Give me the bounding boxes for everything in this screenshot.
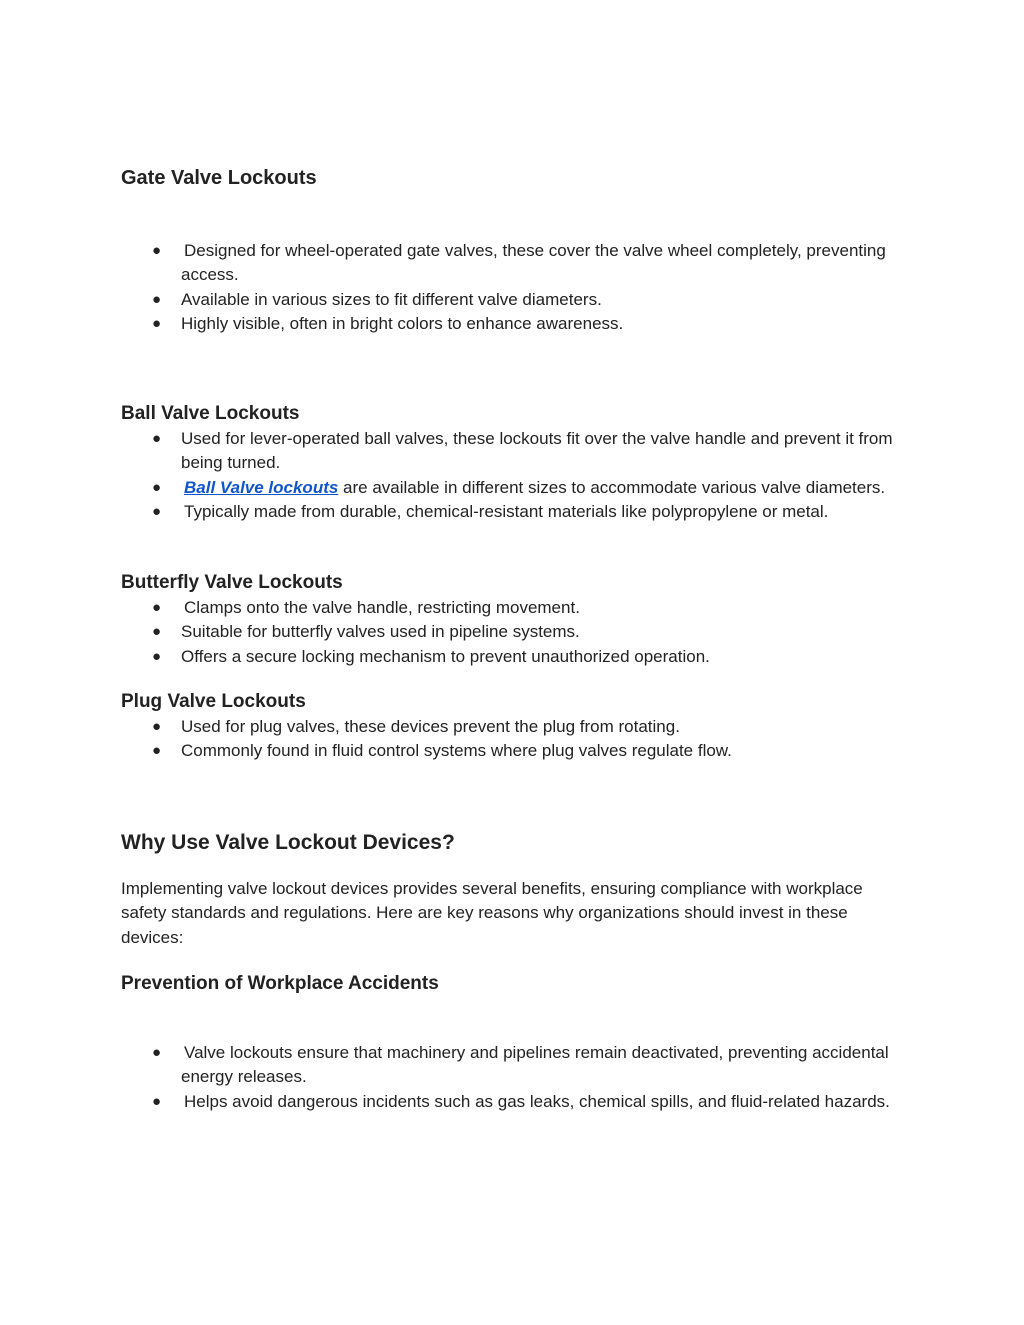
bullet-icon: ● — [152, 478, 162, 496]
list-item: ● Offers a secure locking mechanism to prevent unauthorized operation. — [0, 645, 900, 669]
list-item: ● Suitable for butterfly valves used in pipeline systems. — [0, 620, 900, 644]
list-item: ● Designed for wheel-operated gate valves, these cover the valve wheel completely, preventing access. — [152, 241, 886, 285]
heading-why-use-valve-lockout-devices: Why Use Valve Lockout Devices? — [121, 831, 455, 854]
list-item: ● Available in various sizes to fit different valve diameters. — [0, 288, 900, 312]
bullet-icon: ● — [152, 242, 162, 259]
list-item: ● Used for lever-operated ball valves, these lockouts fit over the valve handle and prevent it from being turned. — [152, 429, 893, 473]
bullet-icon: ● — [152, 430, 162, 447]
why-intro-paragraph: Implementing valve lockout devices provides several benefits, ensuring compliance with workplace safety standards and regulations. Here are key reasons why organizations should invest in these devices: — [121, 879, 863, 947]
bullet-icon: ● — [152, 599, 162, 616]
heading-prevention-of-workplace-accidents: Prevention of Workplace Accidents — [121, 973, 439, 994]
bullet-icon: ● — [152, 647, 162, 665]
list-item: ● Clamps onto the valve handle, restricting movement. — [0, 596, 900, 620]
heading-butterfly-valve-lockouts: Butterfly Valve Lockouts — [121, 572, 343, 593]
plug-valve-list — [0, 715, 900, 764]
bullet-icon: ● — [152, 623, 162, 641]
bullet-icon: ● — [152, 742, 162, 760]
bullet-icon: ● — [152, 315, 162, 333]
bullet-icon: ● — [152, 503, 162, 521]
list-item: ● Used for plug valves, these devices prevent the plug from rotating. — [0, 715, 900, 739]
ball-valve-lockouts-link[interactable]: Ball Valve lockouts — [184, 477, 339, 497]
list-item: ● Valve lockouts ensure that machinery and pipelines remain deactivated, preventing accidental energy releases. — [152, 1043, 889, 1087]
list-item: ● Highly visible, often in bright colors to enhance awareness. — [0, 312, 900, 336]
prevention-list — [0, 1041, 900, 1114]
bullet-icon: ● — [152, 1044, 162, 1061]
heading-ball-valve-lockouts: Ball Valve Lockouts — [121, 403, 300, 424]
heading-plug-valve-lockouts: Plug Valve Lockouts — [121, 691, 306, 712]
butterfly-valve-list — [0, 596, 900, 669]
list-item: ● Commonly found in fluid control systems where plug valves regulate flow. — [0, 739, 900, 763]
list-item: ● Ball Valve lockouts are available in different sizes to accommodate various valve diameters. — [0, 476, 900, 500]
bullet-icon: ● — [152, 1092, 162, 1110]
bullet-icon: ● — [152, 290, 162, 308]
ball-valve-list — [0, 427, 900, 525]
heading-gate-valve-lockouts: Gate Valve Lockouts — [121, 167, 317, 189]
list-item: ● Helps avoid dangerous incidents such as gas leaks, chemical spills, and fluid-related hazards. — [0, 1090, 900, 1114]
list-item: ● Typically made from durable, chemical-resistant materials like polypropylene or metal. — [0, 500, 900, 524]
gate-valve-list — [0, 239, 900, 337]
bullet-icon: ● — [152, 718, 162, 735]
